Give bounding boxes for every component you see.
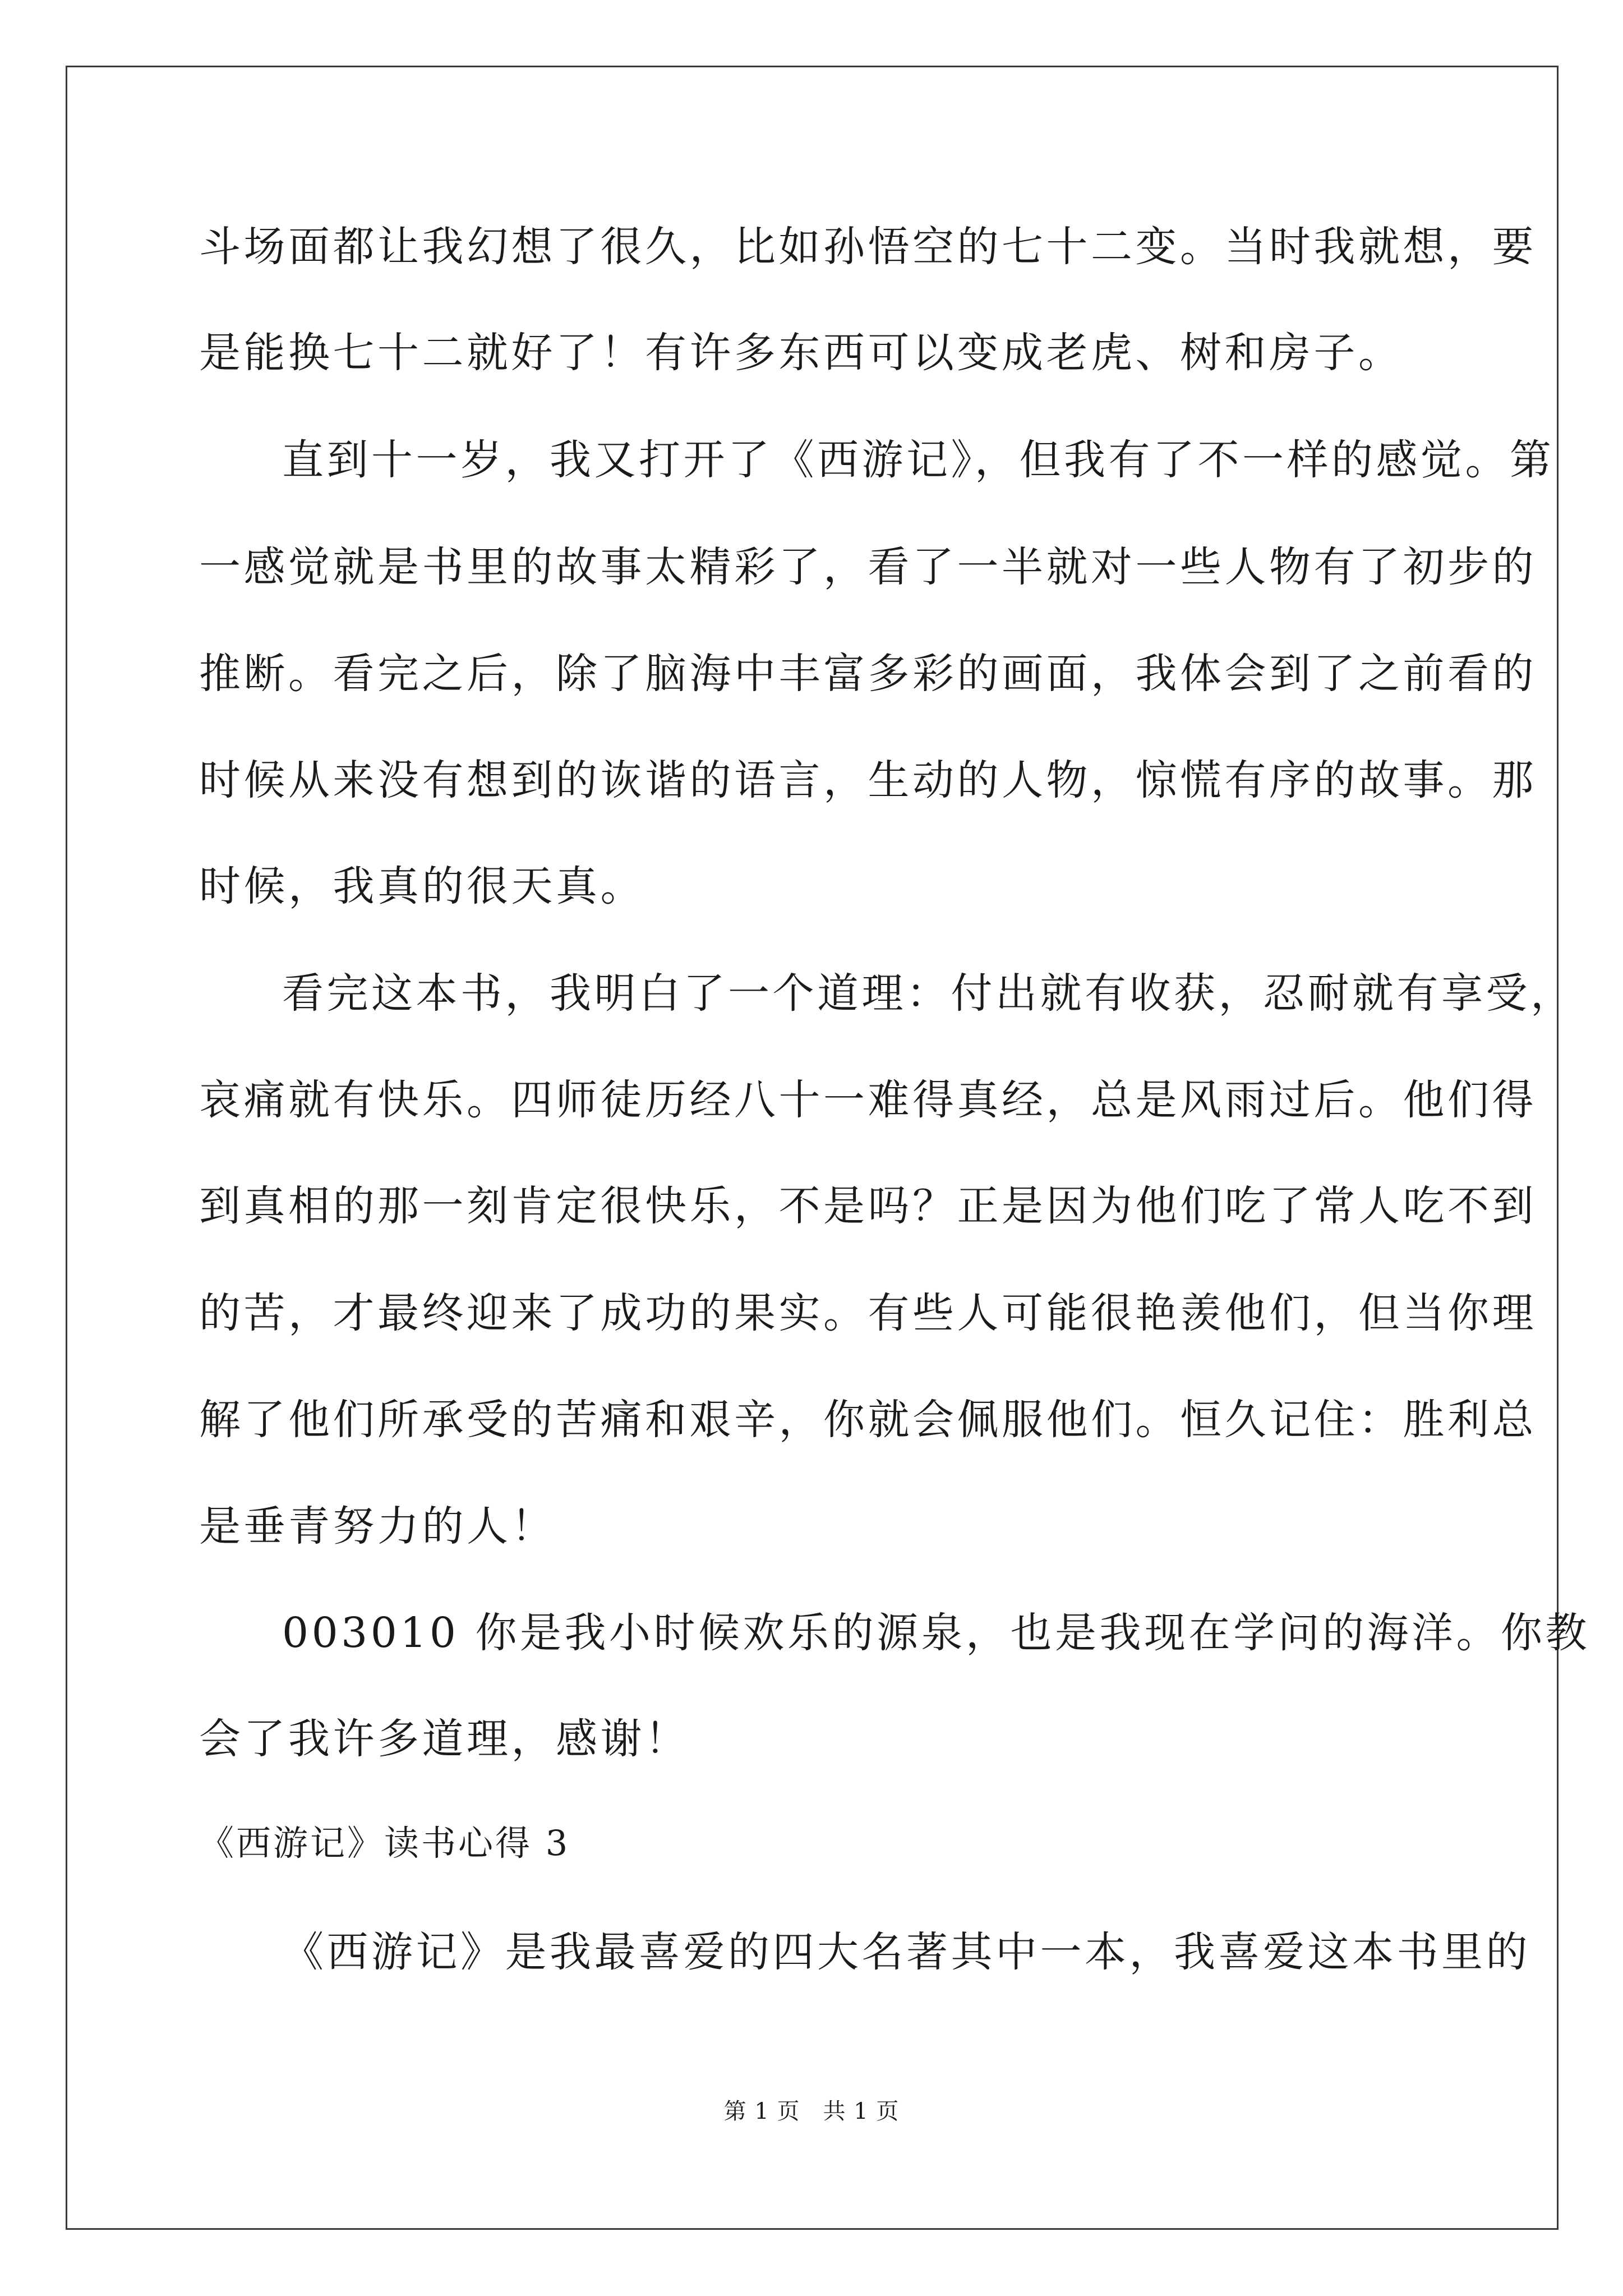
text-line: 003010 你是我小时候欢乐的源泉，也是我现在学问的海洋。你教 <box>282 1609 1590 1657</box>
text-line: 看完这本书，我明白了一个道理：付出就有收获，忍耐就有享受， <box>282 969 1575 1018</box>
text-line: 是能换七十二就好了！有许多东西可以变成老虎、树和房子。 <box>199 329 1403 377</box>
text-line: 哀痛就有快乐。四师徒历经八十一难得真经，总是风雨过后。他们得 <box>199 1076 1537 1124</box>
text-line: 推断。看完之后，除了脑海中丰富多彩的画面，我体会到了之前看的 <box>199 650 1537 698</box>
text-line: 时候，我真的很天真。 <box>199 862 645 910</box>
text-line: 的苦，才最终迎来了成功的果实。有些人可能很艳羡他们，但当你理 <box>199 1289 1537 1337</box>
text-line: 《西游记》是我最喜爱的四大名著其中一本，我喜爱这本书里的 <box>282 1928 1530 1976</box>
text-line: 会了我许多道理，感谢！ <box>199 1715 690 1763</box>
text-line: 解了他们所承受的苦痛和艰辛，你就会佩服他们。恒久记住：胜利总 <box>199 1396 1537 1444</box>
page-border <box>66 66 1559 2230</box>
text-line: 斗场面都让我幻想了很久，比如孙悟空的七十二变。当时我就想，要 <box>199 223 1537 271</box>
text-line: 一感觉就是书里的故事太精彩了，看了一半就对一些人物有了初步的 <box>199 543 1537 591</box>
text-line: 是垂青努力的人！ <box>199 1502 556 1550</box>
section-heading: 《西游记》读书心得 3 <box>199 1823 570 1864</box>
text-line: 直到十一岁，我又打开了《西游记》，但我有了不一样的感觉。第 <box>282 436 1555 484</box>
page-footer: 第 1 页 共 1 页 <box>723 2099 900 2124</box>
text-line: 到真相的那一刻肯定很快乐，不是吗？正是因为他们吃了常人吃不到 <box>199 1182 1537 1230</box>
text-line: 时候从来没有想到的诙谐的语言，生动的人物，惊慌有序的故事。那 <box>199 756 1537 804</box>
